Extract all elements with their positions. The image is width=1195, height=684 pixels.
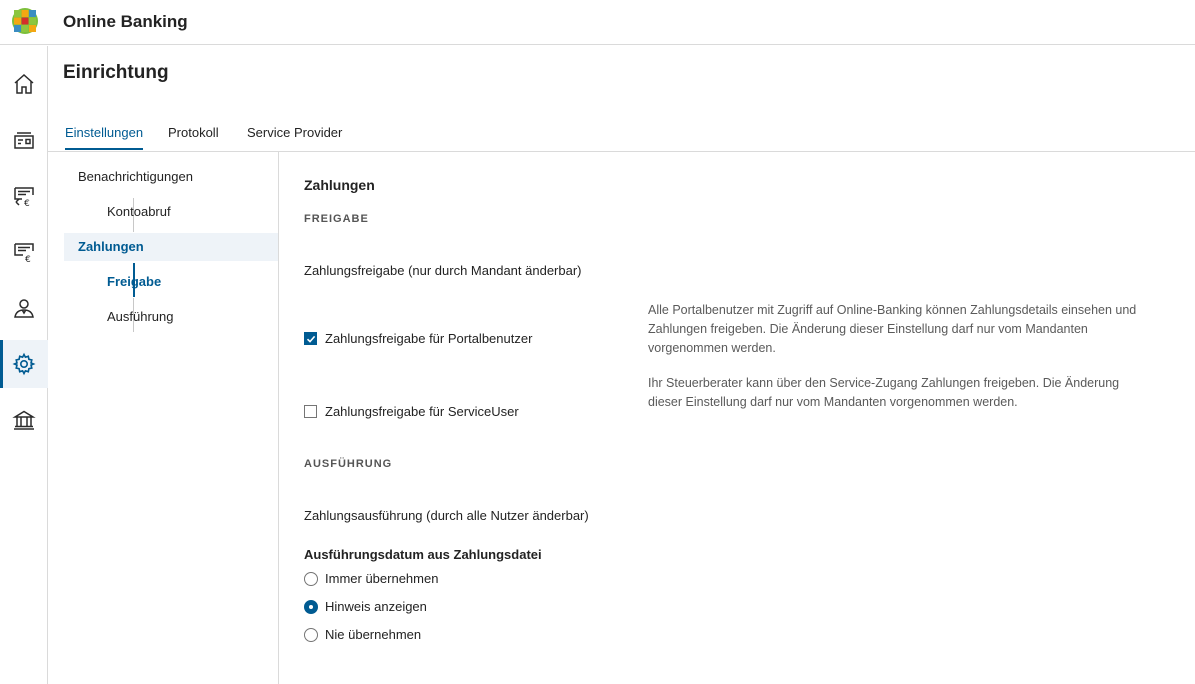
settings-subnav [48,152,279,684]
radio-nie-uebernehmen[interactable] [304,628,318,642]
radio-label: Immer übernehmen [325,571,439,586]
gear-icon [12,352,36,376]
radio-label: Hinweis anzeigen [325,599,427,614]
ausfuehrung-description: Zahlungsausführung (durch alle Nutzer änderbar) [304,508,589,523]
serviceuser-help-text: Ihr Steuerberater kann über den Service-Zugang Zahlungen freigeben. Die Änderung dieser Einstellung darf nur vom Mandanten vorgenommen werden. [648,376,1120,409]
subnav-item-ausfuehrung[interactable]: Ausführung [107,309,174,324]
subnav-item-benachrichtigungen[interactable]: Benachrichtigungen [78,169,193,184]
portalbenutzer-help-text: Alle Portalbenutzer mit Zugriff auf Online-Banking können Zahlungsdetails einsehen und Zahlungen freigeben. Die Änderung dieser Einstellung darf nur vom Mandanten vorgenommen werden. [648,303,1137,355]
freigabe-heading: FREIGABE [304,213,369,225]
subnav-item-freigabe[interactable]: Freigabe [107,274,162,289]
rail-accounts-button[interactable] [0,116,48,164]
radio-row-hinweis[interactable] [304,599,427,614]
subnav-item-zahlungen[interactable]: Zahlungen [64,233,278,261]
user-icon [12,296,36,320]
section-title: Zahlungen [304,177,375,193]
tab-protokoll[interactable]: Protokoll [168,125,219,140]
radio-label: Nie übernehmen [325,627,422,642]
payment-euro-icon [12,184,36,208]
rail-settings-button[interactable] [0,340,48,388]
subnav-item-kontoabruf[interactable]: Kontoabruf [107,204,171,219]
tab-einstellungen[interactable]: Einstellungen [65,125,143,150]
app-title: Online Banking [63,12,188,31]
svg-text:€: € [24,199,30,208]
rail-users-button[interactable] [0,284,48,332]
brand-logo-icon [12,8,38,34]
svg-text:€: € [25,255,31,264]
tab-bar [48,118,1195,152]
ausfuehrung-heading: AUSFÜHRUNG [304,458,393,470]
serviceuser-checkbox[interactable] [304,405,317,418]
ausfuehrungsdatum-group-label: Ausführungsdatum aus Zahlungsdatei [304,547,542,562]
freigabe-description: Zahlungsfreigabe (nur durch Mandant änderbar) [304,263,582,278]
radio-hinweis-anzeigen[interactable] [304,600,318,614]
main-content [280,152,1195,684]
serviceuser-checkbox-label: Zahlungsfreigabe für ServiceUser [325,404,519,419]
top-bar [0,0,1195,45]
portalbenutzer-checkbox-row[interactable] [304,331,532,346]
portalbenutzer-checkbox[interactable] [304,332,317,345]
serviceuser-checkbox-row[interactable] [304,404,519,419]
rail-payments-button[interactable] [0,172,48,220]
page-title: Einrichtung [63,62,169,83]
rail-bank-button[interactable] [0,396,48,444]
home-icon [12,72,36,96]
radio-row-immer[interactable] [304,571,438,586]
transfer-euro-icon [12,240,36,264]
left-rail [0,46,48,684]
portalbenutzer-checkbox-label: Zahlungsfreigabe für Portalbenutzer [325,331,533,346]
bank-icon [12,408,36,432]
radio-row-nie[interactable] [304,627,421,642]
rail-home-button[interactable] [0,60,48,108]
radio-immer-uebernehmen[interactable] [304,572,318,586]
accounts-icon [12,128,36,152]
rail-transfers-button[interactable] [0,228,48,276]
tab-service-provider[interactable]: Service Provider [247,125,343,140]
checkmark-icon [306,334,316,344]
